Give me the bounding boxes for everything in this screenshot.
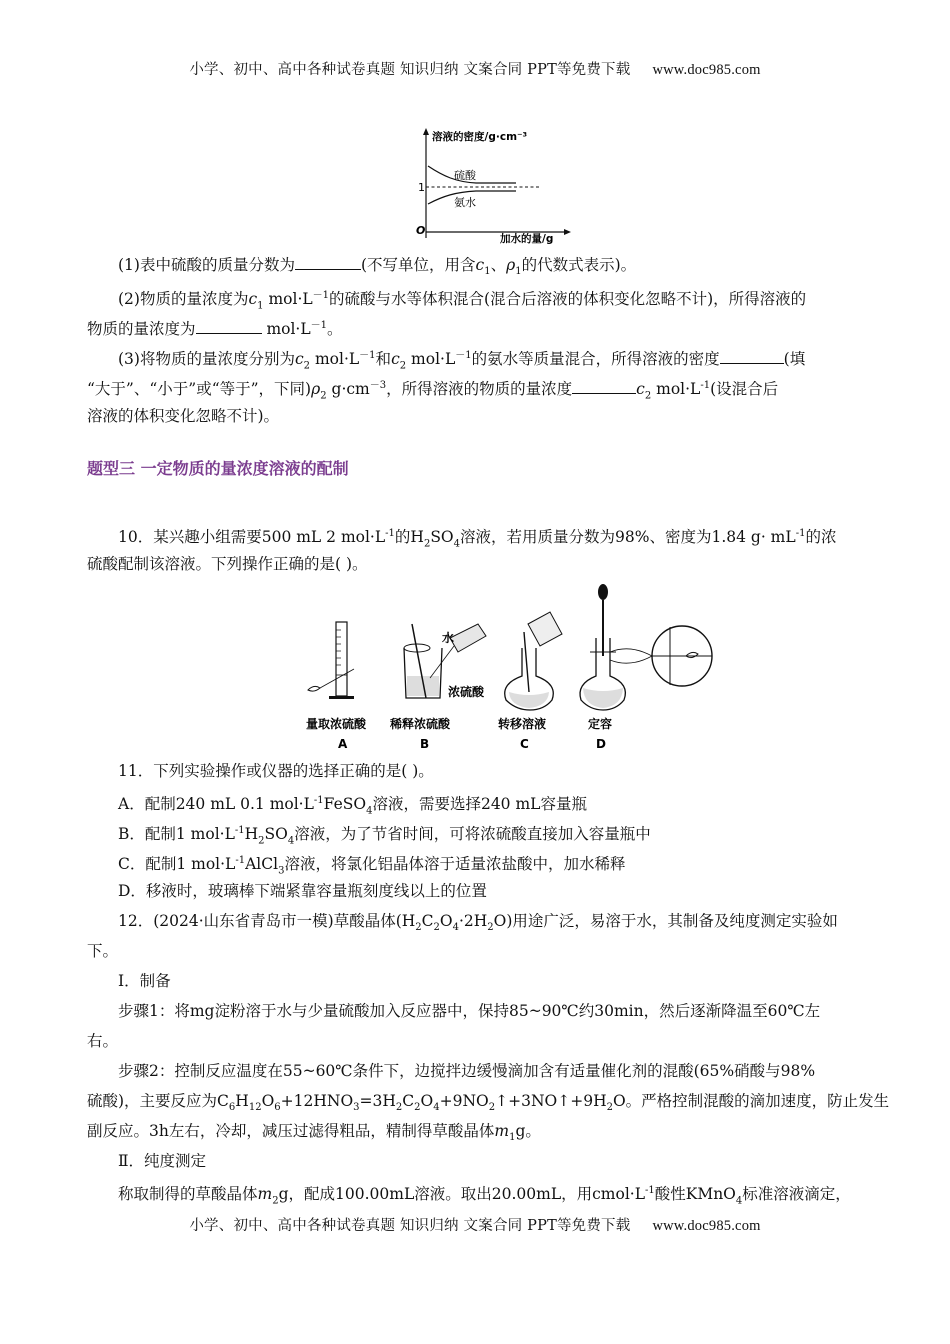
caption-b: 稀释浓硫酸 <box>390 717 451 731</box>
q12-line2 <box>87 936 865 966</box>
q9-p3-text-a: (3)将物质的量浓度分别为 <box>118 350 295 369</box>
unit: mol·L <box>263 290 313 309</box>
q11-option-d <box>87 876 896 906</box>
option-d-flask-make-to-volume <box>580 584 712 710</box>
q11-c-text-c: 溶液，将氯化铝晶体溶于适量浓盐酸中，加水稀释 <box>284 855 626 874</box>
formula-part: O <box>420 1092 434 1110</box>
formula-sub: 2 <box>395 1102 403 1114</box>
unit: mol·L <box>406 350 456 369</box>
q9-p3-text-f: (设混合后 <box>710 380 779 399</box>
q12-text-d: ·2H <box>458 912 488 930</box>
formula-sub: 2 <box>606 1102 613 1114</box>
unit-sup: -1 <box>700 380 711 391</box>
option-a-graduated-cylinder <box>308 622 354 699</box>
unit-sup: -1 <box>795 528 806 539</box>
q12-step2-text-b: 硫酸)，主要反应为C <box>87 1092 229 1110</box>
formula-part: O <box>261 1092 275 1110</box>
q12-part1-title <box>87 966 896 996</box>
unit-sup: -1 <box>313 795 324 806</box>
q12-text-a: 12．(2024·山东省青岛市一模)草酸晶体(H <box>118 912 416 930</box>
dropper-bulb-icon <box>598 584 608 600</box>
unit: g·cm <box>326 380 370 399</box>
q9-p1-text-b: (不写单位，用含 <box>360 256 476 274</box>
unit-sup: -1 <box>234 825 245 836</box>
q12-step3-text-a: 称取制得的草酸晶体 <box>118 1185 258 1204</box>
x-axis-arrow <box>564 229 571 235</box>
footer-text: 小学、初中、高中各种试卷真题 知识归纳 文案合同 PPT等免费下载 <box>189 1218 631 1234</box>
page-header <box>0 58 950 79</box>
var-c: c <box>391 350 400 369</box>
unit-sup: -1 <box>385 528 395 539</box>
formula-sub: 2 <box>414 1102 421 1114</box>
formula-part: +12HNO <box>280 1092 354 1110</box>
formula-sub: 2 <box>258 835 265 847</box>
unit-sup: -1 <box>645 1185 655 1196</box>
unit-sup: －1 <box>310 320 328 331</box>
q9-p3-text-e: ，所得溶液的物质的量浓度 <box>386 380 573 399</box>
density-chart <box>388 126 578 244</box>
q12-text-c: O <box>439 912 453 930</box>
q12-step2-text-e: g。 <box>515 1122 541 1140</box>
formula-sub: 12 <box>248 1102 262 1114</box>
page-footer <box>0 1214 950 1235</box>
formula-part: H <box>235 1092 249 1110</box>
header-text: 小学、初中、高中各种试卷真题 知识归纳 文案合同 PPT等免费下载 <box>189 62 631 78</box>
q12-step3-text-d: 标准溶液滴定， <box>742 1185 851 1204</box>
lab-operations-figure <box>300 580 720 752</box>
q9-p2-text-a: (2)物质的量浓度为 <box>118 290 249 309</box>
q12-part2-text: Ⅱ．纯度测定 <box>118 1152 207 1170</box>
formula-sub: 2 <box>488 1102 496 1114</box>
q9-part3-line3 <box>87 401 865 431</box>
option-c-volumetric-flask-transfer <box>505 612 562 710</box>
var-rho: ρ <box>311 380 321 399</box>
unit-sup: -1 <box>235 855 246 866</box>
eye-icon <box>308 686 320 691</box>
footer-url[interactable]: www.doc985.com <box>652 1218 761 1234</box>
formula-sub: 4 <box>735 1195 743 1207</box>
formula-sub: 4 <box>433 1102 440 1114</box>
q10-text-f: 硫酸配制该溶液。下列操作正确的是( )。 <box>87 555 368 573</box>
caption-d: 定容 <box>588 717 613 731</box>
label-b: B <box>420 737 430 751</box>
x-axis-label: 加水的量/g <box>500 233 554 244</box>
q9-p3-text-c: (填 <box>783 350 806 369</box>
unit-sup: －1 <box>455 350 472 361</box>
q11-stem-text: 11．下列实验操作或仪器的选择正确的是( )。 <box>118 762 434 780</box>
eye-icon <box>686 652 698 657</box>
var-c: c <box>248 290 258 309</box>
formula-sub: 6 <box>274 1102 281 1114</box>
q10-text-d: 溶液，若用质量分数为98%、密度为1.84 g· mL <box>460 528 796 547</box>
q10-text-b: 的H <box>394 528 424 547</box>
q12-part2-title <box>87 1146 896 1176</box>
q12-step3-line1 <box>87 1176 896 1216</box>
q12-step2-text-a: 步骤2：控制反应温度在55~60℃条件下，边搅拌边缓慢滴加含有适量催化剂的混酸(65%硝酸与98% <box>118 1062 816 1080</box>
answer-blank-3[interactable] <box>720 345 784 364</box>
q12-text-e: O)用途广泛，易溶于水，其制备及纯度测定实验如 <box>493 912 838 930</box>
q11-a-text-a: A．配制240 mL 0.1 mol·L <box>118 795 314 814</box>
formula-sub: 2 <box>433 922 440 934</box>
y-axis-label: 溶液的密度/g·cm⁻³ <box>432 131 528 143</box>
q11-c-text-a: C．配制1 mol·L <box>118 855 236 874</box>
unit-sup: －1 <box>312 290 330 301</box>
answer-blank-4[interactable] <box>572 375 636 394</box>
var-sub: 2 <box>303 360 311 372</box>
formula-sub: 2 <box>415 922 422 934</box>
var-sub: 1 <box>509 1132 516 1144</box>
q9-p1-text-c: 的代数式表示)。 <box>521 256 637 274</box>
y-axis-arrow <box>423 128 429 135</box>
q11-b-text-c: SO <box>264 825 288 844</box>
q12-text-b: C <box>421 912 434 930</box>
sulfuric-acid-label: 硫酸 <box>454 169 476 182</box>
q12-step1-line1 <box>87 996 896 1026</box>
formula-sub: 2 <box>423 538 431 550</box>
section-title: 题型三 一定物质的量浓度溶液的配制 <box>87 459 349 478</box>
formula-part: =3H <box>359 1092 396 1110</box>
ammonia-label: 氨水 <box>454 196 476 209</box>
var-rho: ρ <box>506 256 516 274</box>
q9-p2-text-b: 的硫酸与水等体积混合(混合后溶液的体积变化忽略不计)，所得溶液的 <box>329 290 807 309</box>
var-c: c <box>475 256 485 274</box>
header-url[interactable]: www.doc985.com <box>652 62 761 78</box>
var-sub: 2 <box>644 390 652 402</box>
formula-sub: 4 <box>366 805 373 817</box>
q10-text-c: SO <box>430 528 454 547</box>
var-m: m <box>494 1122 510 1140</box>
q9-p2-text-c: 物质的量浓度为 <box>87 320 196 339</box>
q12-step3-text-c: 酸性KMnO <box>654 1185 736 1204</box>
q12-step2-text-c: O。严格控制混酸的滴加速度，防止发生 <box>612 1092 890 1110</box>
q11-b-text-d: 溶液，为了节省时间，可将浓硫酸直接加入容量瓶中 <box>294 825 651 844</box>
q12-step1-text-b: 右。 <box>87 1032 119 1050</box>
unit-sup: －3 <box>369 380 387 391</box>
var-c: c <box>294 350 304 369</box>
q12-text-f: 下。 <box>87 942 119 960</box>
q9-p2-end: 。 <box>327 320 343 339</box>
label-d: D <box>596 737 606 751</box>
origin-label: O <box>416 224 426 237</box>
q9-p3-text-d: “大于”、“小于”或“等于”，下同) <box>87 380 312 399</box>
unit: mol·L <box>310 350 360 369</box>
q11-c-text-b: AlCl <box>245 855 279 874</box>
unit: mol·L <box>651 380 701 399</box>
formula-part: +9NO <box>439 1092 489 1110</box>
q9-p1-text-a: (1)表中硫酸的质量分数为 <box>118 256 295 274</box>
q9-p1-sep: 、 <box>490 256 507 274</box>
q10-text-e: 的浓 <box>805 528 837 547</box>
q12-step3-text-b: g，配成100.00mL溶液。取出20.00mL，用cmol·L <box>278 1185 645 1204</box>
q11-b-text-b: H <box>244 825 259 844</box>
var-c: c <box>636 380 645 399</box>
q10-text-a: 10．某兴趣小组需要500 mL 2 mol·L <box>118 528 386 547</box>
formula-sub: 6 <box>228 1102 236 1114</box>
formula-sub: 4 <box>287 835 295 847</box>
q11-d-text: D．移液时，玻璃棒下端紧靠容量瓶刻度线以上的位置 <box>118 882 487 900</box>
q12-step2-line1 <box>87 1056 896 1086</box>
q12-step2-text-d: 副反应。3h左右，冷却，减压过滤得粗品，精制得草酸晶体 <box>87 1122 495 1140</box>
water-label: 水 <box>442 631 455 645</box>
var-sub: 2 <box>320 390 327 402</box>
formula-sub: 4 <box>453 538 461 550</box>
var-sub: 1 <box>515 266 522 278</box>
formula-sub: 4 <box>452 922 459 934</box>
label-a: A <box>338 737 348 751</box>
formula-sub: 3 <box>353 1102 360 1114</box>
q12-step1-text-a: 步骤1：将mg淀粉溶于水与少量硫酸加入反应器中，保持85~90℃约30min，然后逐渐降温至60℃左 <box>118 1002 821 1020</box>
formula-part: ↑+3NO↑+9H <box>495 1092 607 1110</box>
var-sub: 2 <box>272 1195 279 1207</box>
q12-part1-text: Ⅰ．制备 <box>118 972 171 990</box>
answer-blank-1[interactable] <box>295 251 361 270</box>
caption-a: 量取浓硫酸 <box>306 717 367 731</box>
unit: mol·L <box>261 320 311 339</box>
var-sub: 1 <box>484 266 491 278</box>
q11-b-text-a: B．配制1 mol·L <box>118 825 235 844</box>
q10-line2 <box>87 549 865 579</box>
var-sub: 1 <box>257 300 264 312</box>
formula-sub: 3 <box>278 865 285 877</box>
label-c: C <box>520 737 529 751</box>
ref-tick-label: 1 <box>418 181 425 194</box>
q9-p3-text-g: 溶液的体积变化忽略不计)。 <box>87 407 280 425</box>
answer-blank-2[interactable] <box>196 315 262 334</box>
q11-a-text-c: 溶液，需要选择240 mL容量瓶 <box>372 795 587 814</box>
var-sub: 2 <box>399 360 407 372</box>
acid-label: 浓硫酸 <box>448 685 485 699</box>
unit-sup: －1 <box>359 350 376 361</box>
q11-a-text-b: FeSO <box>323 795 367 814</box>
q9-part2-line2 <box>87 311 865 344</box>
q9-p3-text-b: 的氨水等质量混合，所得溶液的密度 <box>471 350 720 369</box>
formula-part: C <box>402 1092 415 1110</box>
q11-stem <box>87 756 896 786</box>
q12-step1-line2 <box>87 1026 865 1056</box>
caption-c: 转移溶液 <box>498 717 547 731</box>
formula-sub: 2 <box>487 922 494 934</box>
q9-p3-and: 和 <box>375 350 392 369</box>
var-m: m <box>257 1185 273 1204</box>
